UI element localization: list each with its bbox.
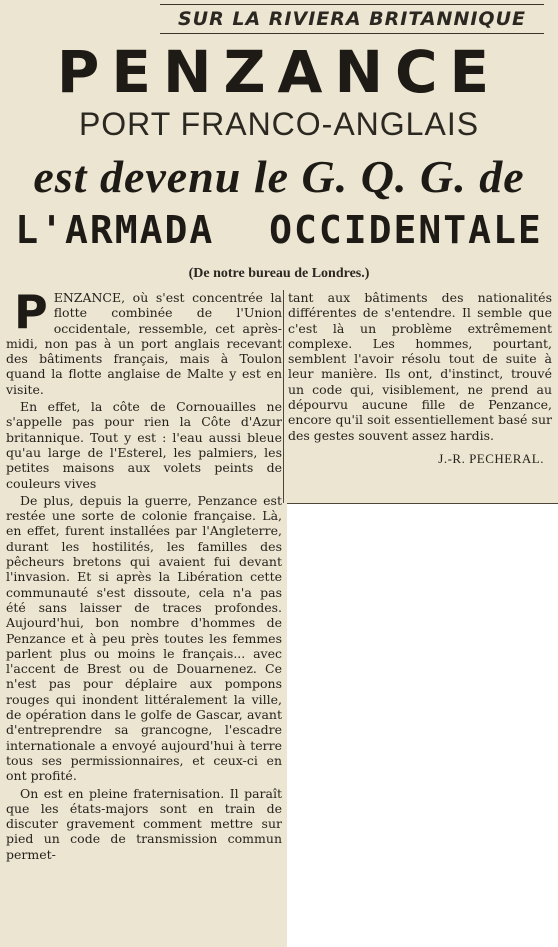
column-left	[6, 285, 282, 862]
paragraph-3: De plus, depuis la guerre, Penzance est restée une sorte de colonie française. Là, en effet, furent installées par l'Angleterre, durant les hostilités, les familles des pêcheurs bretons qui avaient fui devant l'invasion. Et si après la Libération cette communauté s'est dissoute, cela n'a pas été sans laisser de traces profondes. Aujourd'hui, bon nombre d'hommes de Penzance et à peu près toutes les femmes parlent plus ou moins le français... avec l'accent de Brest ou de Douarnenez. Ce n'est pas pour déplaire aux pompons rouges qui inondent littéralement la ville, de opération dans le golfe de Gascar, avant d'entreprendre sa grancogne, l'escadre internationale a envoyé aujourd'hui à terre tous ses permissionnaires, et ceux-ci en ont profité.	[6, 492, 282, 784]
kicker-headline: SUR LA RIVIERA BRITANNIQUE	[160, 4, 544, 34]
main-headline: PENZANCE	[56, 38, 502, 106]
paragraph-1-text: ENZANCE, où s'est concentrée la flotte combinée de l'Union occidentale, ressemble, cet après-midi, non pas à un port anglais recevant des bâtiments français, mais à Toulon quand la flotte anglaise de Malte y est en visite.	[6, 290, 282, 397]
deck-headline: est devenu le G. Q. G. de	[33, 151, 525, 202]
byline: (De notre bureau de Londres.)	[188, 266, 370, 281]
paragraph-2: En effet, la côte de Cornouailles ne s'appelle pas pour rien la Côte d'Azur britannique. Tout y est : l'eau aussi bleue qu'au large de l'Esterel, les palmiers, les petites maisons aux volets peints de couleurs vives	[6, 399, 282, 491]
paragraph-4: On est en pleine fraternisation. Il paraît que les états-majors sont en train de discuter gravement comment mettre sur pied un code de transmission commun permet-	[6, 785, 282, 862]
subheadline: PORT FRANCO-ANGLAIS	[78, 106, 480, 142]
paragraph-1	[6, 285, 282, 397]
author-signature: J.-R. PECHERAL.	[438, 450, 544, 466]
paragraph-5: tant aux bâtiments des nationalités différentes de s'entendre. Il semble que c'est là un problème extrêmement complexe. Les hommes, pourtant, semblent l'avoir résolu tout de suite à leur manière. Ils ont, d'instinct, trouvé un code qui, visiblement, ne prend au dépourvu aucune fille de Penzance, encore qu'il soit essentiellement basé sur des gestes souvent assez hardis.	[288, 290, 552, 443]
blank-area	[287, 504, 558, 947]
dropcap: P	[14, 285, 48, 339]
deck-headline-2: L'ARMADA OCCIDENTALE	[15, 208, 543, 252]
column-right	[288, 290, 552, 466]
column-divider	[283, 290, 284, 503]
